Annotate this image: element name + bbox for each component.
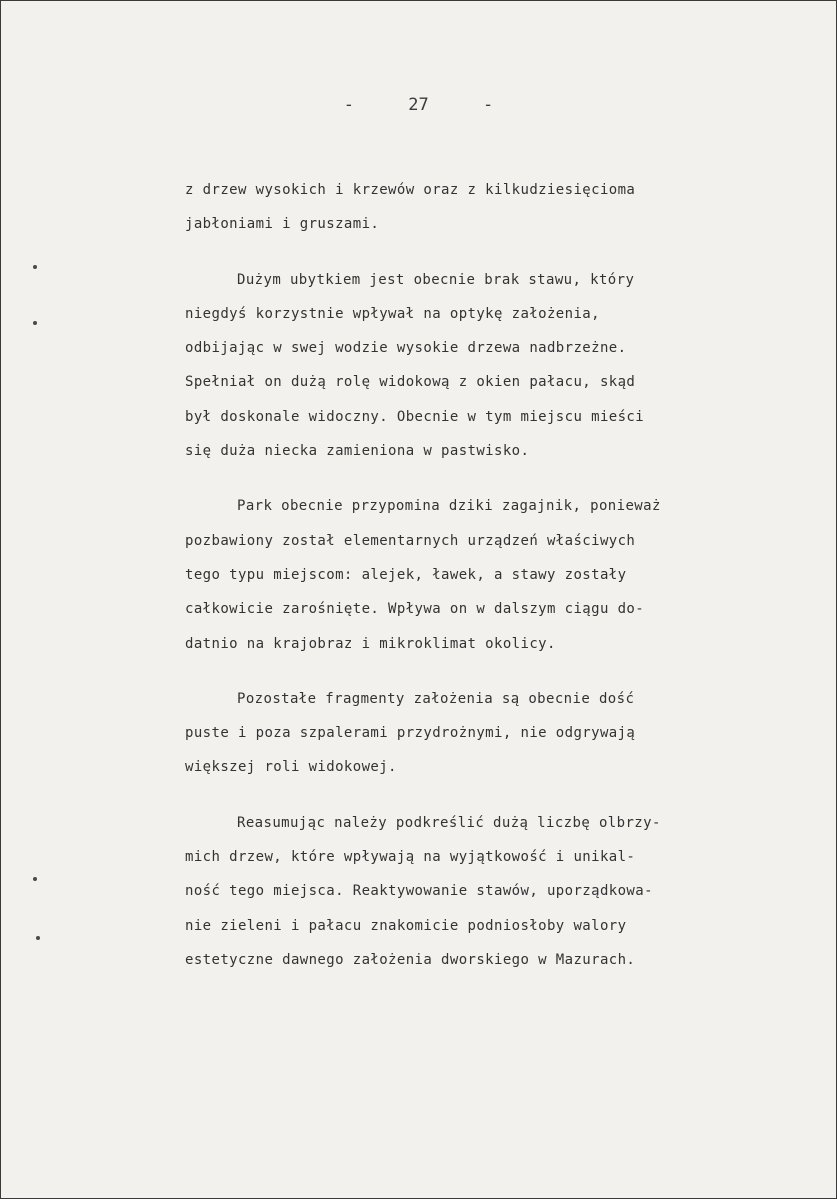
scan-speck — [36, 936, 40, 940]
text-line: puste i poza szpalerami przydrożnymi, nie odgrywają — [185, 725, 636, 742]
paragraph-gap — [185, 242, 745, 263]
text-line: całkowicie zarośnięte. Wpływa on w dalszym ciągu do- — [185, 601, 645, 618]
text-line: estetyczne dawnego założenia dworskiego w Mazurach. — [185, 951, 636, 968]
body-text — [185, 173, 745, 977]
text-line: odbijając w swej wodzie wysokie drzewa nadbrzeżne. — [185, 340, 627, 357]
page-number-value: 27 — [408, 95, 429, 115]
text-line: jabłoniami i gruszami. — [185, 216, 380, 233]
text-line: był doskonale widoczny. Obecnie w tym miejscu mieści — [185, 408, 645, 425]
text-line: nie zieleni i pałacu znakomicie podniosłoby walory — [185, 917, 627, 934]
paragraph-gap — [185, 468, 745, 489]
paragraph — [185, 489, 745, 660]
text-line: większej roli widokowej. — [185, 759, 397, 776]
paragraph — [185, 682, 745, 785]
text-line: Reasumując należy podkreślić dużą liczbę olbrzy- — [237, 814, 661, 831]
text-line: Dużym ubytkiem jest obecnie brak stawu, który — [237, 271, 635, 288]
page-number-dash-right: - — [482, 95, 494, 115]
scan-speck — [33, 321, 37, 325]
paragraph-gap — [185, 661, 745, 682]
text-line: Park obecnie przypomina dziki zagajnik, ponieważ — [237, 498, 661, 515]
scan-speck — [33, 877, 37, 881]
text-line: niegdyś korzystnie wpływał na optykę założenia, — [185, 305, 600, 322]
scan-speck — [33, 265, 37, 269]
text-line: tego typu miejscom: alejek, ławek, a stawy zostały — [185, 566, 627, 583]
paragraph — [185, 806, 745, 977]
text-line: mich drzew, które wpływają na wyjątkowość i unikal- — [185, 849, 636, 866]
text-line: Pozostałe fragmenty założenia są obecnie dość — [237, 690, 635, 707]
paragraph-gap — [185, 785, 745, 806]
text-line: się duża niecka zamieniona w pastwisko. — [185, 443, 530, 460]
paragraph — [185, 173, 745, 242]
text-line: z drzew wysokich i krzewów oraz z kilkudziesięcioma — [185, 182, 636, 198]
page-number-dash-left: - — [343, 95, 354, 115]
text-line: datnio na krajobraz i mikroklimat okolicy. — [185, 635, 556, 652]
text-line: ność tego miejsca. Reaktywowanie stawów, uporządkowa- — [185, 883, 653, 900]
text-line: pozbawiony został elementarnych urządzeń właściwych — [185, 532, 636, 549]
page-number — [1, 95, 836, 115]
text-line: Spełniał on dużą rolę widokową z okien pałacu, skąd — [185, 374, 636, 391]
paragraph — [185, 263, 745, 469]
